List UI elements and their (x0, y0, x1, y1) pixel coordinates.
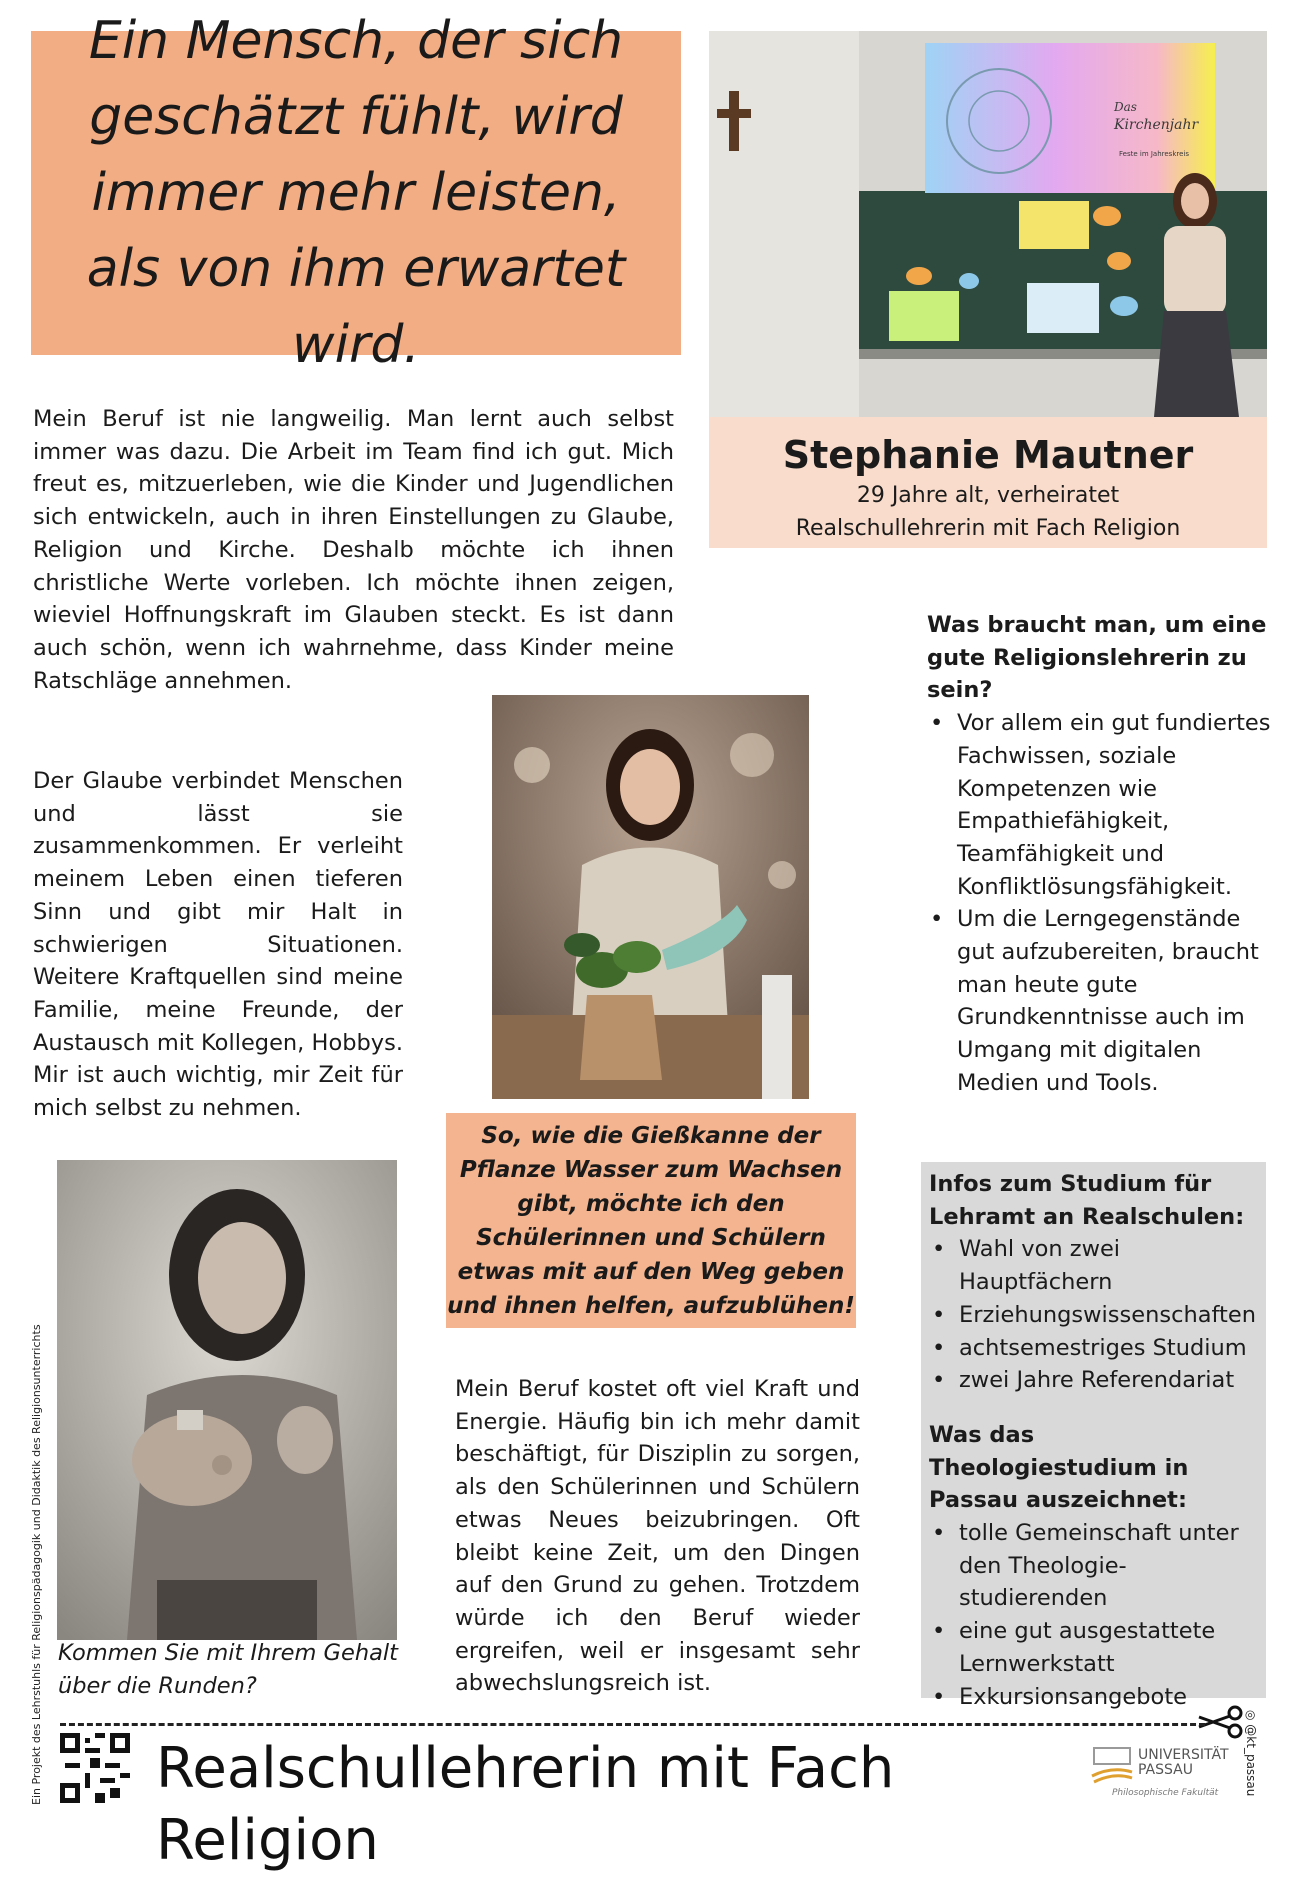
list-item: • Wahl von zwei Hauptfächern (929, 1233, 1260, 1298)
study-info-box (921, 1162, 1266, 1710)
passau-info-list (929, 1517, 1260, 1713)
cut-line (60, 1723, 1205, 1726)
screen-subtitle: Feste im Jahreskreis (1119, 150, 1190, 158)
profile-role: Realschullehrerin mit Fach Religion (795, 516, 1181, 541)
paragraph-challenges (455, 1373, 860, 1700)
watering-can-quote: So, wie die Gießkanne der Pflanze Wasser zum Wachsen gibt, möchte ich den Schülerinnen und Schülern etwas mit auf den Weg geben und ihnen helfen, aufzublühen! (447, 1123, 855, 1319)
faculty-name: Philosophische Fakultät (1112, 1788, 1219, 1798)
requirements-heading: Was braucht man, um eine gute Religionslehrerin zu sein? (927, 612, 1267, 704)
headline-quote-box (31, 11, 681, 375)
paragraph-job-text: Mein Beruf ist nie langweilig. Man lernt auch selbst immer was dazu. Die Arbeit im Team find ich gut. Mich freut es, mitzuerleben, wie die Kinder und Jugendlichen sich entwickeln, auch in ihren Einstellungen zu Glaube, Religion und Kirche. Deshalb möchte ich ihnen christliche Werte vorleben. Ich möchte ihnen zeigen, wieviel Hoffnungskraft im Glauben steckt. Es ist dann auch schön, wenn ich wahrnehme, dass Kinder meine Ratschläge annehmen. (33, 406, 674, 694)
classroom-photo (709, 31, 1267, 417)
screen-title-2: Kirchenjahr (1114, 117, 1199, 133)
footer-title: Realschullehrerin mit Fach Religion (156, 1736, 895, 1873)
photo-caption: Kommen Sie mit Ihrem Gehalt über die Runden? (58, 1640, 398, 1699)
watering-plant-photo (492, 695, 809, 1099)
paragraph-job (33, 403, 674, 697)
profile-card (709, 417, 1267, 548)
study-info-heading: Infos zum Studium für Lehramt an Realschulen: (929, 1171, 1245, 1230)
study-info-list (929, 1233, 1260, 1397)
list-item: • achtsemestriges Studium (929, 1332, 1260, 1365)
paragraph-challenges-text: Mein Beruf kostet oft viel Kraft und Energie. Häufig bin ich mehr damit beschäftigt, für Disziplin zu sorgen, als den Schülerinnen und Schülern etwas Neues beizubringen. Oft bleibt keine Zeit, um den Dingen auf den Grund zu gehen. Trotzdem würde ich den Beruf wieder ergreifen, weil er insgesamt sehr abwechslungsreich ist. (455, 1376, 860, 1697)
university-logo (1090, 1742, 1250, 1812)
screen-title-1: Das (1114, 100, 1137, 114)
instagram-icon: ◎ (1244, 1710, 1258, 1725)
list-item: • Vor allem ein gut fundiertes Fachwissen, soziale Kompetenzen wie Empathiefähigkeit, Teamfähigkeit und Konfliktlösungsfähigkeit. (927, 707, 1272, 903)
university-name-2: PASSAU (1138, 1762, 1193, 1778)
requirements-section (927, 609, 1272, 1100)
paragraph-faith (33, 765, 403, 1125)
piggy-bank-photo (57, 1160, 397, 1640)
headline-quote: Ein Mensch, der sich geschätzt fühlt, wird immer mehr leisten, als von ihm erwartet wird. (86, 11, 626, 375)
list-item: • Exkursionsangebote (929, 1681, 1260, 1714)
profile-name: Stephanie Mautner (782, 433, 1194, 477)
project-note: Ein Projekt des Lehrstuhls für Religionspädagogik und Didaktik des Religionsunterrichts (30, 1324, 43, 1805)
passau-info-heading: Was das Theologiestudium in Passau auszeichnet: (929, 1421, 1189, 1514)
paragraph-faith-text: Der Glaube verbindet Menschen und lässt sie zusammenkommen. Er verleiht meinem Leben einen tieferen Sinn und gibt mir Halt in schwierigen Situationen. Weitere Kraftquellen sind meine Familie, meine Freunde, der Austausch mit Kollegen, Hobbys. Mir ist auch wichtig, mir Zeit für mich selbst zu nehmen. (33, 768, 403, 1122)
requirements-list (927, 707, 1272, 1099)
instagram-text: @kt_passau (1244, 1724, 1258, 1797)
university-name-1: UNIVERSITÄT (1138, 1747, 1229, 1763)
profile-age-status: 29 Jahre alt, verheiratet (856, 483, 1120, 508)
qr-code[interactable] (60, 1733, 130, 1803)
list-item: • eine gut ausgestattete Lernwerkstatt (929, 1615, 1260, 1680)
list-item: • Um die Lerngegenstände gut aufzubereiten, braucht man heute gute Grundkenntnisse auch im Umgang mit digitalen Medien und Tools. (927, 903, 1272, 1099)
watering-can-quote-box (446, 1113, 856, 1328)
list-item: • Erziehungswissenschaften (929, 1299, 1260, 1332)
list-item: • zwei Jahre Referendariat (929, 1364, 1260, 1397)
scissors-icon (1195, 1703, 1245, 1741)
list-item: • tolle Gemeinschaft unter den Theologie-studierenden (929, 1517, 1260, 1615)
